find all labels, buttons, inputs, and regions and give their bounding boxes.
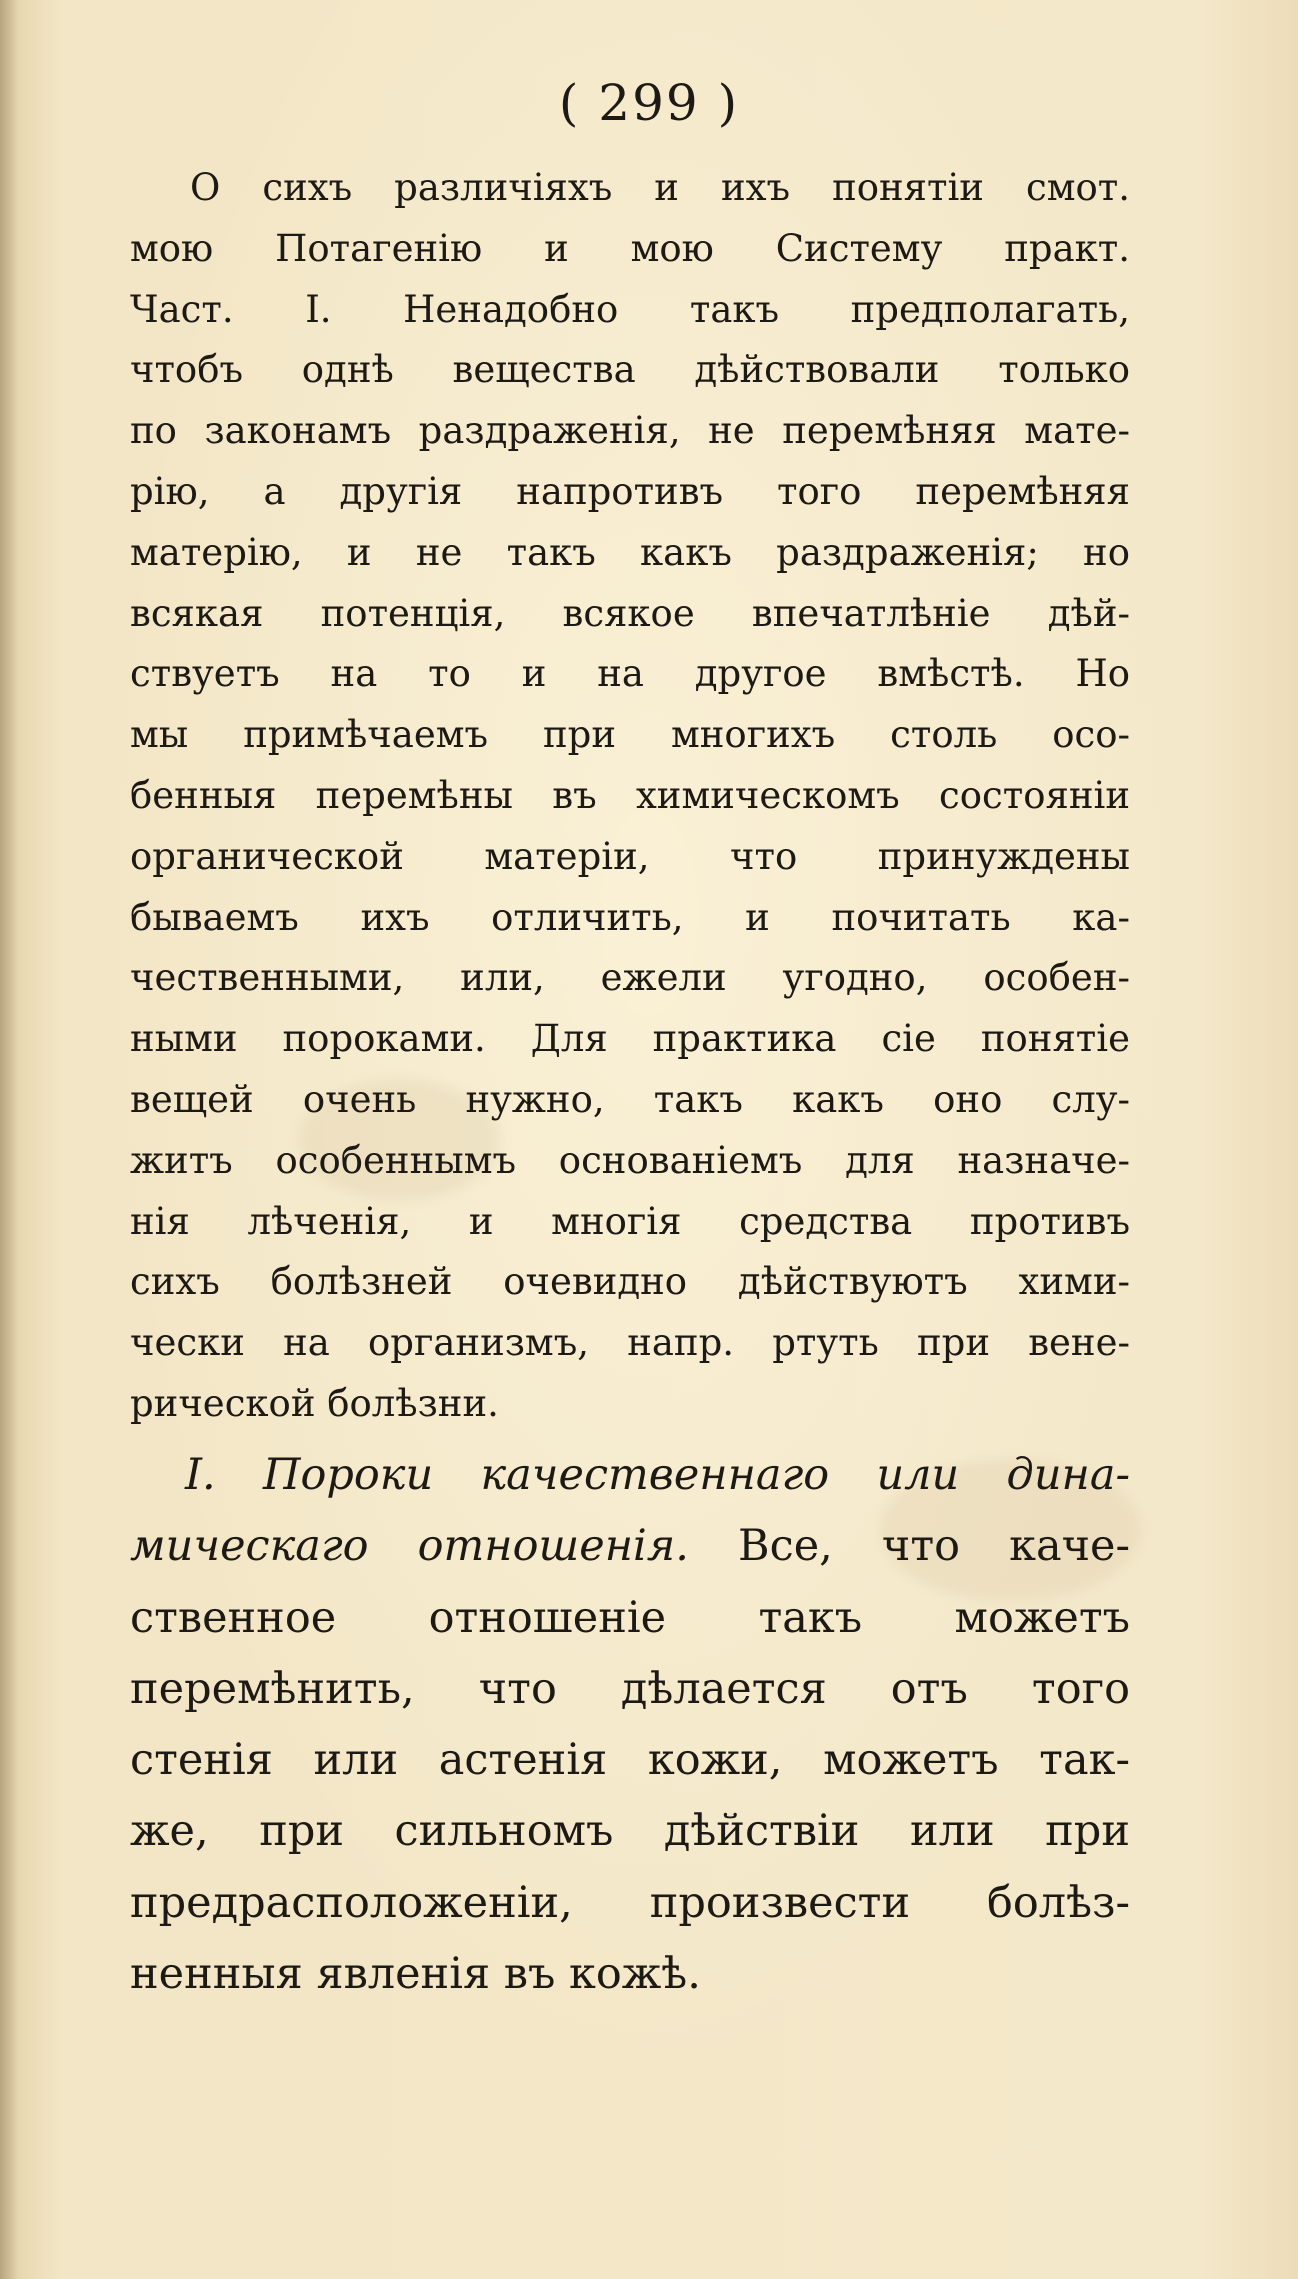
gutter-shadow [0,0,18,2279]
section-line: перемѣнить, что дѣлается отъ того [130,1663,1130,1714]
text-line: бываемъ ихъ отличить, и почитать ка- [130,895,1130,939]
text-line: ными пороками. Для практика сіе понятіе [130,1017,1130,1061]
section-heading-continued: мическаго отношенія. [130,1521,689,1572]
text-line: нія лѣченія, и многія средства противъ [130,1199,1130,1243]
paragraph-main [130,158,1130,1435]
text-line: чественными, или, ежели угодно, особен- [130,956,1130,1000]
section-line: ственное отношеніе такъ можетъ [130,1592,1130,1643]
section-qualitative-defects [130,1440,1130,2010]
section-line: же, при сильномъ дѣйствіи или при [130,1806,1130,1857]
text-line: житъ особеннымъ основаніемъ для назначе- [130,1138,1130,1182]
text-line: по законамъ раздраженія, не перемѣняя мате- [130,409,1130,453]
section-line: ненныя явленія въ кожѣ. [130,1949,701,2000]
text-line: рической болѣзни. [130,1381,499,1425]
section-line: предрасположеніи, произвести болѣз- [130,1877,1130,1928]
text-line: Част. І. Ненадобно такъ предполагать, [130,287,1130,331]
section-line: стенія или астенія кожи, можетъ так- [130,1735,1130,1786]
text-line: чески на организмъ, напр. ртуть при вене- [130,1321,1130,1365]
text-line: матерію, и не такъ какъ раздраженія; но [130,530,1130,574]
text-line: О сихъ различіяхъ и ихъ понятіи смот. [190,166,1130,209]
text-line: ствуетъ на то и на другое вмѣстѣ. Но [130,652,1130,696]
page-number: ( 299 ) [558,74,740,132]
text-line: органической матеріи, что принуждены [130,834,1130,878]
section-line [130,1511,1130,1582]
section-text-start: Все, что каче- [738,1521,1131,1572]
text-line: всякая потенція, всякое впечатлѣніе дѣй- [130,591,1130,635]
text-line: мою Потагенію и мою Систему практ. [130,226,1130,270]
text-line: рію, а другія напротивъ того перемѣняя [130,469,1130,513]
section-heading-line: І. Пороки качественнаго или дина- [185,1450,1130,1500]
text-line: чтобъ однѣ вещества дѣйствовали только [130,348,1130,392]
text-line: мы примѣчаемъ при многихъ столь осо- [130,713,1130,757]
text-line: вещей очень нужно, такъ какъ оно слу- [130,1077,1130,1121]
text-line: бенныя перемѣны въ химическомъ состояніи [130,773,1130,817]
text-line: сихъ болѣзней очевидно дѣйствуютъ хими- [130,1260,1130,1304]
